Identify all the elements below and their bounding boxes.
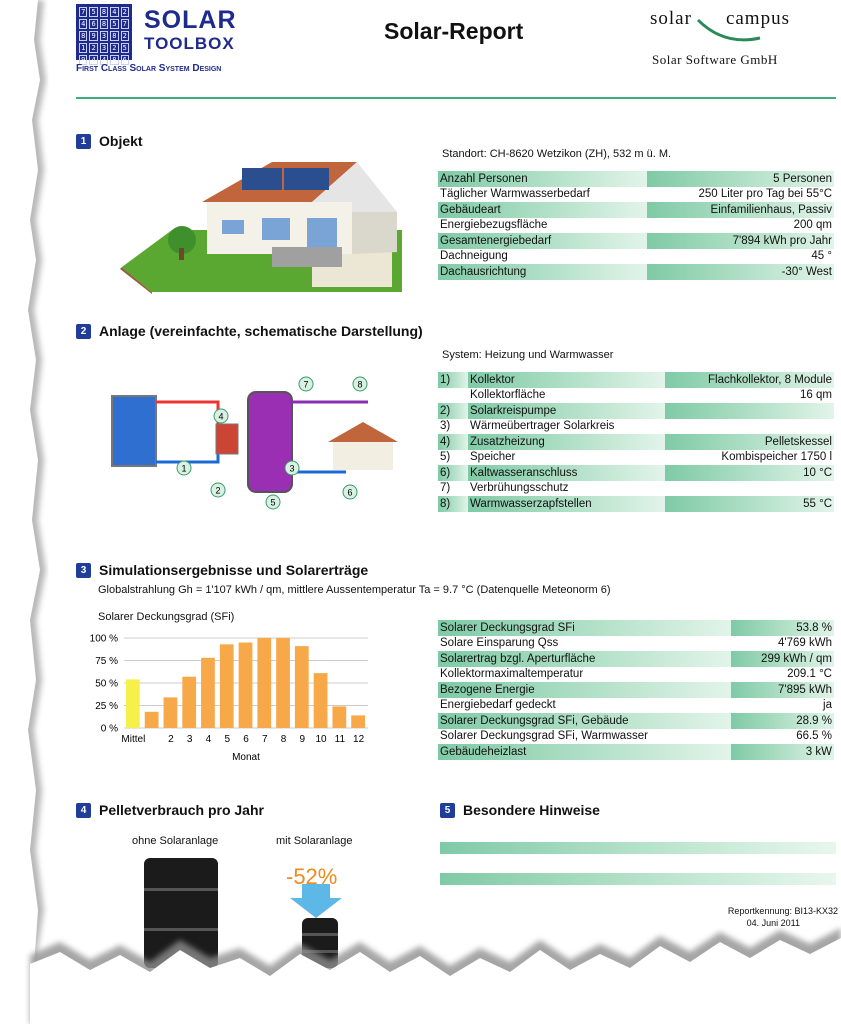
bar-4 [201,658,215,728]
svg-text:2: 2 [215,485,221,496]
bar-8 [276,638,290,728]
section-heading-objekt [76,133,143,149]
x-tick-label: 2 [168,734,174,745]
x-tick-label: 9 [299,734,306,745]
diagram-label-3 [285,461,299,475]
row-label: Wärmeübertrager Solarkreis [470,420,615,433]
row-label: Dachausrichtung [438,264,647,280]
logo-digit: 4 [79,19,87,29]
simulation-subtitle: Globalstrahlung Gh = 1'107 kWh / qm, mittlere Aussentemperatur Ta = 9.7 °C (Datenquelle Meteonorm 6) [98,584,611,596]
table-row [438,651,834,667]
table-row [438,481,834,497]
results-table [438,620,834,760]
table-row [438,744,834,760]
diagram-label-1 [177,461,191,475]
row-label: Bezogene Energie [438,682,731,698]
section-title: Simulationsergebnisse und Solarerträge [99,562,369,578]
bar-3 [182,677,196,728]
table-row [438,218,834,234]
row-label: Gesamtenergiebedarf [438,233,647,249]
campus-subtitle: Solar Software GmbH [652,52,778,67]
bar-2 [164,697,178,728]
reduction-percent: -52% [286,864,338,889]
row-label: Speicher [470,451,516,464]
logo-digit: 8 [100,7,108,17]
x-tick-label: 12 [353,734,365,745]
diagram-label-8 [353,377,367,391]
campus-word1: solar [650,8,692,29]
campus-word2: campus [725,8,790,29]
table-row [438,636,834,652]
section-number: 2 [76,324,91,339]
logo-digit: 7 [121,19,129,29]
row-label: Kaltwasseranschluss [468,465,665,481]
row-value [665,419,834,435]
section-title: Besondere Hinweise [463,802,600,818]
row-value: 5 Personen [647,171,834,187]
x-tick-label: Mittel [121,734,146,745]
table-row [438,171,834,187]
bar-10 [314,673,328,728]
row-value: 45 ° [811,250,832,263]
row-number: 7) [440,482,451,495]
row-label: Solarkreispumpe [468,403,665,419]
row-value [665,481,834,497]
section-number: 3 [76,563,91,578]
logo-digit: 8 [110,31,118,41]
table-row [438,450,834,466]
table-row [438,713,834,729]
bar-12 [351,715,365,728]
toolbox-logo-line2: TOOLBOX [144,34,235,53]
table-row [438,187,834,203]
row-number: 3) [440,420,451,433]
location-text: Standort: CH-8620 Wetzikon (ZH), 532 m ü. M. [442,148,672,160]
bar-6 [239,643,253,729]
logo-digit: 2 [110,43,118,53]
logo-digit: 4 [100,55,108,65]
section-title: Anlage (vereinfachte, schematische Darstellung) [99,323,423,339]
row-value: 250 Liter pro Tag bei 55°C [698,188,832,201]
logo-digit: 6 [89,19,97,29]
row-value: -30° West [647,264,834,280]
logo-digit: 1 [79,43,87,53]
table-row [438,403,834,419]
row-number: 1) [438,372,468,388]
y-tick-label: 75 % [95,656,118,667]
logo-digit: 3 [100,43,108,53]
system-schematic-diagram [108,372,398,517]
x-tick-label: 6 [243,734,249,745]
objekt-table [438,171,834,280]
system-text: System: Heizung und Warmwasser [442,349,614,361]
bar-9 [295,646,309,728]
logo-digit: 5 [110,19,118,29]
with-solar-label: mit Solaranlage [276,835,353,847]
row-value: 3 kW [731,744,834,760]
row-value: 16 qm [800,389,832,402]
section-number: 4 [76,803,91,818]
row-value: Flachkollektor, 8 Module [665,372,834,388]
section-heading-hinweise [440,802,600,818]
row-value: 7'895 kWh [731,682,834,698]
bar-1 [145,712,159,728]
row-label: Täglicher Warmwasserbedarf [440,188,590,201]
row-label: Solarer Deckungsgrad SFi, Warmwasser [440,730,648,743]
logo-digit: 5 [121,43,129,53]
row-value: 200 qm [793,219,832,232]
svg-text:6: 6 [347,487,353,498]
diagram-label-4 [214,409,228,423]
solar-toolbox-logo-icon [76,4,132,64]
diagram-label-2 [211,483,225,497]
table-row [438,249,834,265]
y-tick-label: 25 % [95,701,118,712]
notes-line [440,873,836,885]
table-row [438,372,834,388]
coverage-bar-chart [76,626,376,766]
barrel-with-solar-icon [302,918,338,968]
table-row [438,465,834,481]
logo-digit: 9 [79,55,87,65]
row-number: 2) [438,403,468,419]
row-label: Solare Einsparung Qss [440,637,559,650]
anlage-table [438,372,834,512]
y-tick-label: 50 % [95,678,118,690]
row-label: Kollektor [468,372,665,388]
x-tick-label: 10 [315,734,327,745]
x-tick-label: 7 [261,734,268,745]
row-label: Warmwasserzapfstellen [468,496,665,512]
logo-digit: 7 [79,7,87,17]
row-label: Zusatzheizung [468,434,665,450]
bar-7 [257,638,271,728]
diagram-label-6 [343,485,357,499]
row-value [665,403,834,419]
row-number: 6) [438,465,468,481]
row-label: Verbrühungsschutz [470,482,569,495]
svg-text:5: 5 [270,497,276,508]
logo-digit: 2 [121,7,129,17]
logo-digit: 4 [110,7,118,17]
table-row [438,496,834,512]
row-value: 10 °C [665,465,834,481]
row-value: 7'894 kWh pro Jahr [647,233,834,249]
y-tick-label: 100 % [89,633,118,645]
without-solar-label: ohne Solaranlage [132,835,219,847]
row-label: Solarertrag bzgl. Aperturfläche [438,651,731,667]
report-id: Reportkennung: BI13-KX32 [727,906,838,916]
row-value: 4'769 kWh [778,637,832,650]
report-page [40,0,840,960]
toolbox-tagline: First Class Solar System Design [76,63,222,74]
row-label: Solarer Deckungsgrad SFi [438,620,731,636]
table-row [438,698,834,714]
svg-text:4: 4 [218,411,224,422]
svg-text:3: 3 [289,463,295,474]
table-row [438,264,834,280]
row-value: Kombispeicher 1750 l [721,451,832,464]
table-row [438,419,834,435]
logo-digit: 8 [110,55,118,65]
row-number [438,388,468,404]
section-number: 5 [440,803,455,818]
x-tick-label: 3 [186,734,193,745]
diagram-label-7 [299,377,313,391]
table-row [438,434,834,450]
table-row [438,620,834,636]
logo-digit: 2 [121,31,129,41]
logo-digit: 5 [89,7,97,17]
x-axis-label: Monat [232,752,260,763]
svg-text:8: 8 [357,379,363,390]
logo-digit: 8 [100,19,108,29]
report-date: 04. Juni 2011 [746,918,800,928]
row-label: Anzahl Personen [438,171,647,187]
header-divider [76,97,836,99]
row-label: Kollektormaximaltemperatur [440,668,584,681]
row-value: 299 kWh / qm [731,651,834,667]
house-illustration [112,152,407,294]
row-label: Gebäudeheizlast [438,744,731,760]
table-row [438,667,834,683]
section-heading-simulation [76,562,368,578]
row-value: 28.9 % [731,713,834,729]
logo-digit: 9 [89,31,97,41]
table-row [438,682,834,698]
section-heading-pellet [76,802,264,818]
row-value: Pelletskessel [665,434,834,450]
row-number: 4) [438,434,468,450]
logo-digit: 2 [89,43,97,53]
x-tick-label: 5 [224,734,231,745]
campus-swoosh-icon [694,16,764,44]
logo-digit: 6 [121,55,129,65]
x-tick-label: 4 [205,734,212,745]
section-heading-anlage [76,323,423,339]
diagram-label-5 [266,495,280,509]
table-row [438,233,834,249]
x-tick-label: 8 [280,734,287,745]
chart-title: Solarer Deckungsgrad (SFi) [98,611,235,623]
bar-5 [220,644,234,728]
row-value: 209.1 °C [787,668,832,681]
section-number: 1 [76,134,91,149]
row-value: ja [823,699,832,712]
row-label: Gebäudeart [438,202,647,218]
row-number: 5) [440,451,451,464]
logo-digit: 4 [89,55,97,65]
section-title: Pelletverbrauch pro Jahr [99,802,264,818]
row-label: Energiebezugsfläche [440,219,548,232]
section-title: Objekt [99,133,143,149]
row-value: 55 °C [665,496,834,512]
bar-11 [332,706,346,728]
row-label: Solarer Deckungsgrad SFi, Gebäude [438,713,731,729]
logo-digit: 8 [79,31,87,41]
table-row [438,388,834,404]
svg-text:7: 7 [303,379,309,390]
x-tick-label: 11 [334,734,346,745]
y-tick-label: 0 % [100,723,118,735]
barrel-without-solar-icon [144,858,218,968]
row-value: Einfamilienhaus, Passiv [647,202,834,218]
toolbox-logo-line1: SOLAR [144,6,237,34]
row-label: Kollektorfläche [470,389,546,402]
notes-line [440,842,836,854]
row-value: 66.5 % [796,730,832,743]
logo-digit: 3 [100,31,108,41]
row-label: Energiebedarf gedeckt [440,699,556,712]
bar-Mittel [126,679,140,728]
svg-text:1: 1 [181,463,187,474]
page-title: Solar-Report [384,18,524,44]
row-value: 53.8 % [731,620,834,636]
row-label: Dachneigung [440,250,508,263]
table-row [438,729,834,745]
row-number: 8) [438,496,468,512]
table-row [438,202,834,218]
